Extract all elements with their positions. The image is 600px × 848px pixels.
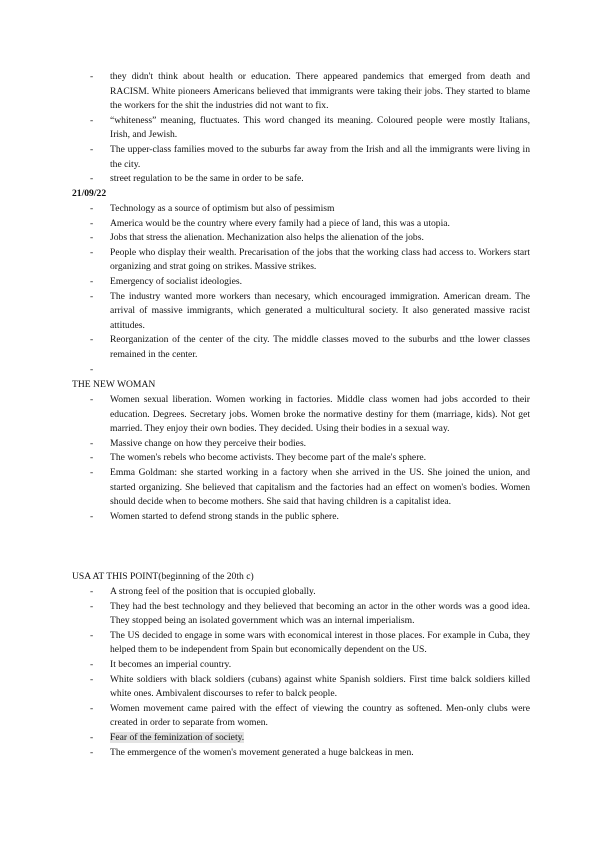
bullet-dash: - <box>90 246 94 258</box>
list-item: - Jobs that stress the alienation. Mechanization also helps the alienation of the jobs. <box>72 231 530 246</box>
bullet-dash: - <box>90 452 94 464</box>
highlighted-text: Fear of the feminization of society. <box>110 731 245 743</box>
list-item: - The upper-class families moved to the suburbs far away from the Irish and all the immigrants were living in the city. <box>90 143 530 170</box>
list-item: - Massive change on how they perceive their bodies. <box>72 437 530 452</box>
date-heading: 21/09/22 <box>72 188 107 199</box>
bullet-dash: - <box>90 437 94 449</box>
bullet-dash: - <box>90 203 94 214</box>
bullet-dash: - <box>90 586 94 597</box>
bullet-dash: - <box>90 658 94 670</box>
list-item: - “whiteness” meaning, fluctuates. This word changed its meaning. Coloured people were mostly Italians, Irish, and Jewish. <box>90 114 530 141</box>
bullet-dash: - <box>90 114 94 126</box>
bullet-dash: - <box>90 746 94 758</box>
bullet-dash: - <box>90 673 94 685</box>
bullet-dash: - <box>90 600 94 612</box>
list-item: - It becomes an imperial country. <box>72 658 530 673</box>
bullet-dash: - <box>90 334 94 346</box>
bullet-dash: - <box>90 290 94 302</box>
list-item: - White soldiers with black soldiers (cubans) against white Spanish soldiers. First time balck soldiers killed white ones. Ambivalent discourses to refer to balck people. <box>90 673 530 700</box>
list-item: - Women started to defend strong stands in the public sphere. <box>72 510 530 525</box>
list-block-new-woman <box>72 393 530 524</box>
list-item: - Women movement came paired with the effect of viewing the country as softened. Men-only clubs were created in order to separate from women. <box>90 702 530 729</box>
list-block-usa <box>72 585 530 760</box>
list-item: - Technology as a source of optimism but also of pessimism <box>72 202 530 217</box>
list-item: - They had the best technology and they believed that becoming an actor in the other words was a good idea. They stopped being an isolated government which was an internal imperialism. <box>90 600 530 627</box>
list-item: - The US decided to engage in some wars with economical interest in those places. For example in Cuba, they helped them to be independent from Spain but economically dependent on the US. <box>90 629 530 656</box>
list-item: - People who display their wealth. Precarisation of the jobs that the working class had access to. Workers start organizing and strat going on strikes. Massive strikes. <box>90 246 530 273</box>
bullet-dash: - <box>90 232 94 244</box>
bullet-dash: - <box>90 143 94 155</box>
bullet-dash: - <box>90 275 94 287</box>
list-item: - The women's rebels who become activists. They become part of the male's sphere. <box>72 451 530 466</box>
bullet-dash: - <box>90 71 94 82</box>
list-item: - Reorganization of the center of the city. The middle classes moved to the suburbs and tthe lower classes remained in the center. <box>90 334 530 360</box>
list-item: - A strong feel of the position that is occupied globally. <box>72 585 530 600</box>
list-item: - The industry wanted more workers than necesary, which encouraged immigration. American dream. The arrival of massive immigrants, which generated a multicultural society. It also generated massive racist attitudes. <box>90 290 530 331</box>
bullet-dash: - <box>90 363 94 375</box>
list-block-date <box>72 202 530 375</box>
list-item: - Emma Goldman: she started working in a factory when she arrived in the US. She joined the union, and started organizing. She believed that capitalism and the factories had an effect on women's bodies. Women should decide when to become mothers. She said that having children is a capitalist idea. <box>90 466 530 508</box>
bullet-dash: - <box>90 629 94 641</box>
list-item: - street regulation to be the same in order to be safe. <box>72 172 530 187</box>
list-item: - Emergency of socialist ideologies. <box>72 275 530 290</box>
list-item: - America would be the country where every family had a piece of land, this was a utopia. <box>72 217 530 232</box>
bullet-dash: - <box>90 217 94 229</box>
list-block-intro <box>72 70 530 187</box>
bullet-dash: - <box>90 173 94 185</box>
list-item: - The emmergence of the women's movement generated a huge balckeas in men. <box>72 746 530 761</box>
bullet-dash: - <box>90 466 94 478</box>
section-heading-usa: USA AT THIS POINT(beginning of the 20th c) <box>72 571 254 582</box>
list-item: - they didn't think about health or education. There appeared pandemics that emerged from death and RACISM. White pioneers Americans believed that immigrants were taking their jobs. They started to blame the workers for the shit the industries did not want to fix. <box>90 71 530 112</box>
bullet-dash: - <box>90 731 94 743</box>
list-item: - Women sexual liberation. Women working in factories. Middle class women had jobs accorded to their education. Degrees. Secretary jobs. Women broke the normative destiny for them (marriage, kids). Not get married. They enjoy their own bodies. They decided. Using their bodies in a sexual way. <box>90 394 530 435</box>
section-heading-new-woman: THE NEW WOMAN <box>72 379 156 390</box>
list-item <box>72 731 530 746</box>
bullet-dash: - <box>90 394 94 405</box>
bullet-dash: - <box>90 510 94 522</box>
bullet-dash: - <box>90 702 94 714</box>
